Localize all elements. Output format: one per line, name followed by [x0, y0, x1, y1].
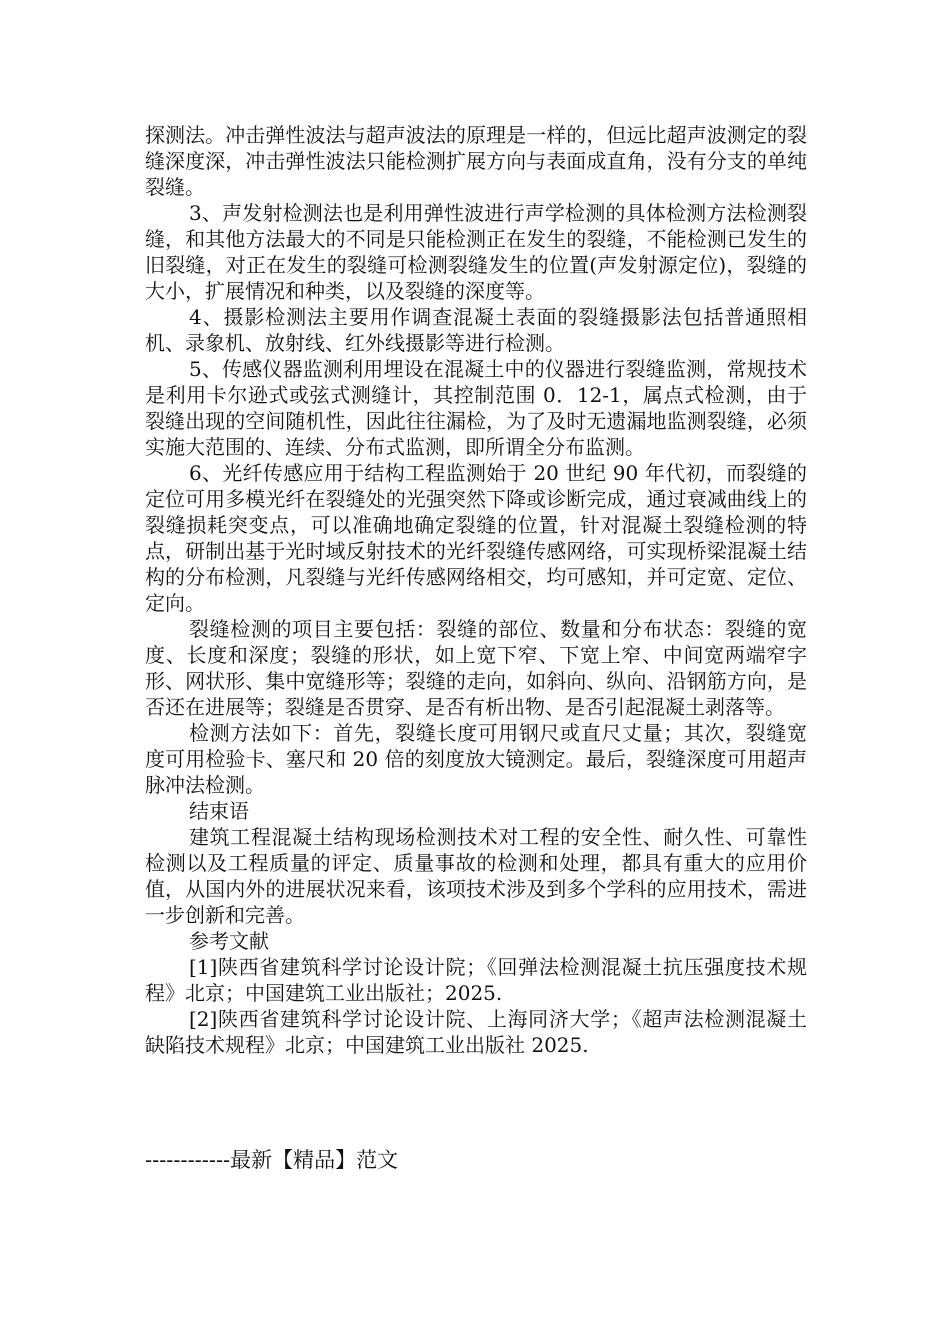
paragraph-fiber-optic: 6、光纤传感应用于结构工程监测始于 20 世纪 90 年代初，而裂缝的定位可用多模光纤在裂缝处的光强突然下降或诊断完成，通过衰减曲线上的裂缝损耗突变点，可以准确地确定裂缝的位置，针对混凝土裂缝检测的特点，研制出基于光时域反射技术的光纤裂缝传感网络，可实现桥梁混凝土结构的分布检测，凡裂缝与光纤传感网络相交，均可感知，并可定宽、定位、定向。 — [145, 461, 807, 615]
paragraph-acoustic-emission: 3、声发射检测法也是利用弹性波进行声学检测的具体检测方法检测裂缝，和其他方法最大的不同是只能检测正在发生的裂缝，不能检测已发生的旧裂缝，对正在发生的裂缝可检测裂缝发生的位置(声发射源定位)，裂缝的大小，扩展情况和种类，以及裂缝的深度等。 — [145, 201, 807, 303]
paragraph-photography: 4、摄影检测法主要用作调查混凝土表面的裂缝摄影法包括普通照相机、录象机、放射线、红外线摄影等进行检测。 — [145, 305, 807, 355]
footer-text: ------------最新【精品】范文 — [145, 1148, 399, 1172]
reference-item: [1]陕西省建筑科学讨论设计院；《回弹法检测混凝土抗压强度技术规程》北京；中国建筑工业出版社；2025. — [145, 955, 807, 1005]
document-body — [145, 122, 807, 1058]
paragraph-continuation: 探测法。冲击弹性波法与超声波法的原理是一样的，但远比超声波测定的裂缝深度深，冲击弹性波法只能检测扩展方向与表面成直角，没有分支的单纯裂缝。 — [145, 123, 807, 199]
paragraph-inspection-items: 裂缝检测的项目主要包括：裂缝的部位、数量和分布状态：裂缝的宽度、长度和深度；裂缝的形状，如上宽下窄、下宽上窄、中间宽两端窄字形、网状形、集中宽缝形等；裂缝的走向，如斜向、纵向、沿钢筋方向，是否还在进展等；裂缝是否贯穿、是否有析出物、是否引起混凝土剥落等。 — [145, 617, 807, 719]
reference-item: [2]陕西省建筑科学讨论设计院、上海同济大学；《超声法检测混凝土缺陷技术规程》北京；中国建筑工业出版社 2025. — [145, 1007, 807, 1057]
heading-references: 参考文献 — [189, 929, 269, 953]
heading-conclusion: 结束语 — [189, 799, 249, 823]
paragraph-sensor-monitoring: 5、传感仪器监测利用埋设在混凝土中的仪器进行裂缝监测，常规技术是利用卡尔逊式或弦式测缝计，其控制范围 0．12-1，属点式检测，由于裂缝出现的空间随机性，因此往往漏检，为了及时无遗漏地监测裂缝，必须实施大范围的、连续、分布式监测，即所谓全分布监测。 — [145, 357, 807, 459]
paragraph-inspection-methods: 检测方法如下：首先，裂缝长度可用钢尺或直尺丈量；其次，裂缝宽度可用检验卡、塞尺和 20 倍的刻度放大镜测定。最后，裂缝深度可用超声脉冲法检测。 — [145, 721, 807, 797]
paragraph-conclusion: 建筑工程混凝土结构现场检测技术对工程的安全性、耐久性、可靠性检测以及工程质量的评定、质量事故的检测和处理，都具有重大的应用价值，从国内外的进展状况来看，该项技术涉及到多个学科的应用技术，需进一步创新和完善。 — [145, 825, 807, 927]
